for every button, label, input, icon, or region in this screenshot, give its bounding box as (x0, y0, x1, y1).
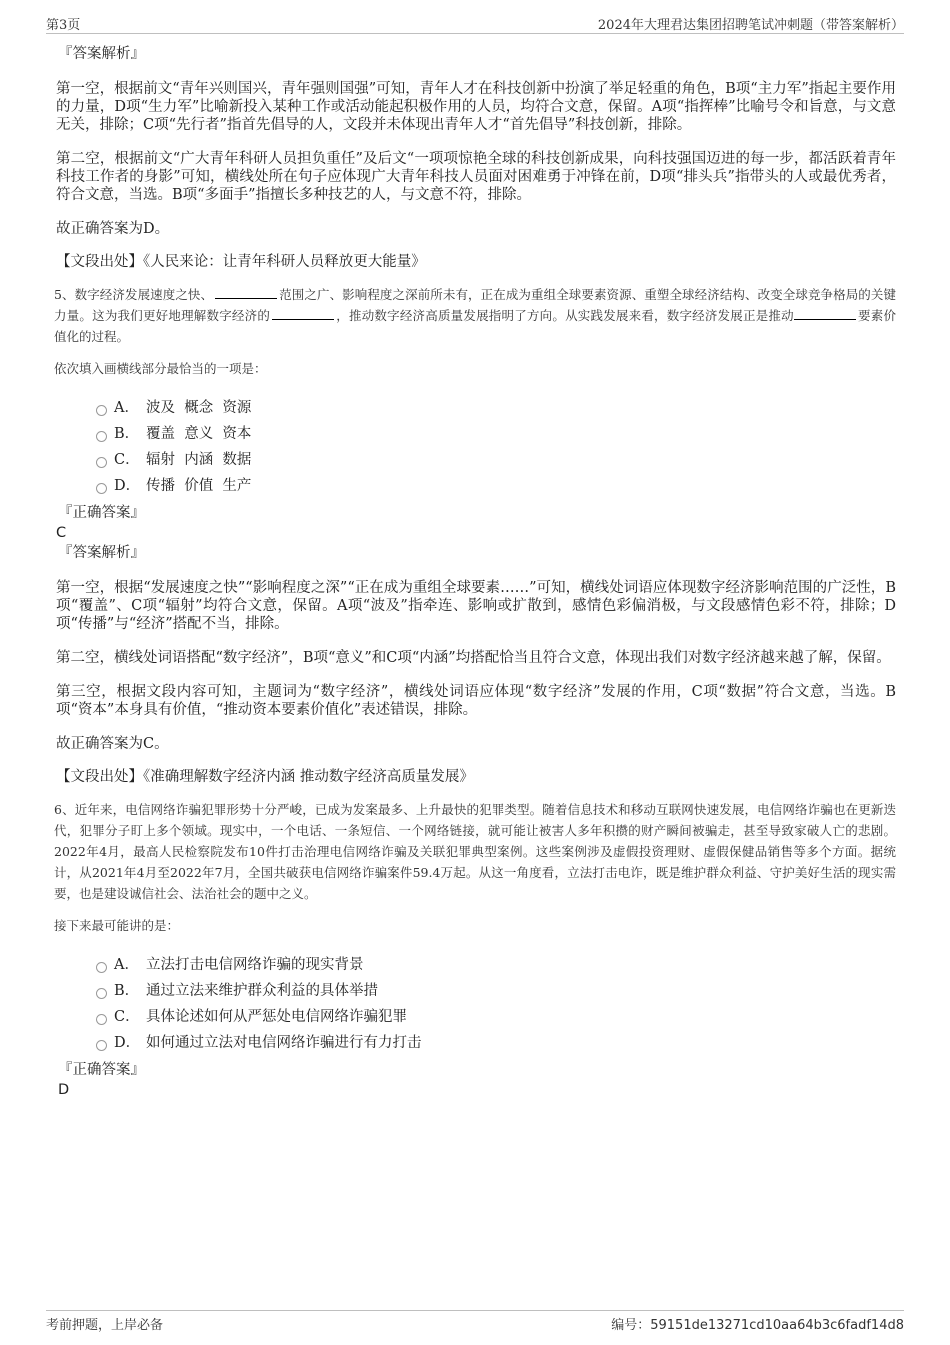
option-letter: B． (114, 426, 140, 442)
footer-slogan: 考前押题，上岸必备 (46, 1318, 164, 1333)
q6-option-c[interactable] (96, 1004, 896, 1030)
radio-button-icon[interactable] (96, 988, 107, 999)
q5-stem-part1: 5、数字经济发展速度之快、 (54, 287, 214, 302)
q5-answer-label: 『正确答案』 (58, 505, 145, 521)
q5-prompt: 依次填入画横线部分最恰当的一项是： (54, 361, 267, 376)
option-letter: C． (114, 1009, 140, 1025)
document-body (56, 44, 896, 1100)
option-text: 辐射 内涵 数据 (146, 452, 252, 468)
radio-button-icon[interactable] (96, 1040, 107, 1051)
option-text: 波及 概念 资源 (146, 400, 252, 416)
document-title: 2024年大理君达集团招聘笔试冲刺题（带答案解析） (597, 18, 904, 33)
document-code (611, 1314, 904, 1333)
q5-conclusion: 故正确答案为C。 (56, 736, 169, 752)
q5-option-d[interactable] (96, 473, 896, 499)
q5-stem-part4: 要素价值化的过程。 (54, 308, 896, 344)
radio-button-icon[interactable] (96, 431, 107, 442)
q6-options (96, 952, 896, 1056)
radio-button-icon[interactable] (96, 483, 107, 494)
option-text: 通过立法来维护群众利益的具体举措 (146, 983, 378, 999)
radio-button-icon[interactable] (96, 457, 107, 468)
q5-source: 【文段出处】《准确理解数字经济内涵 推动数字经济高质量发展》 (56, 769, 474, 785)
q6-answer-label: 『正确答案』 (58, 1062, 145, 1078)
q6-option-d[interactable] (96, 1030, 896, 1056)
option-text: 如何通过立法对电信网络诈骗进行有力打击 (146, 1035, 422, 1051)
q5-blank-2 (272, 308, 334, 320)
q5-analysis-label: 『答案解析』 (58, 545, 145, 561)
option-letter: A． (114, 400, 139, 416)
page-header (46, 12, 904, 34)
q6-option-b[interactable] (96, 978, 896, 1004)
code-label: 编号： (611, 1318, 651, 1333)
q5-stem-part3: ，推动数字经济高质量发展指明了方向。从实践发展来看，数字经济发展正是推动 (336, 308, 794, 323)
q5-option-a[interactable] (96, 395, 896, 421)
q5-analysis-para3: 第三空，根据文段内容可知，主题词为“数字经济”，横线处词语应体现“数字经济”发展的作用，C项“数据”符合文意，当选。B项“资本”本身具有价值，“推动资本要素价值化”表述错误，排除。 (56, 684, 896, 718)
q4-conclusion: 故正确答案为D。 (56, 221, 170, 237)
option-letter: D． (114, 1035, 141, 1051)
option-letter: B． (114, 983, 140, 999)
q5-option-c[interactable] (96, 447, 896, 473)
q4-analysis-label: 『答案解析』 (58, 46, 145, 62)
code-value: 59151de13271cd10aa64b3c6fadf14d8 (650, 1318, 904, 1333)
q5-blank-1 (215, 287, 277, 299)
q5-options (96, 395, 896, 499)
q4-source: 【文段出处】《人民来论：让青年科研人员释放更大能量》 (56, 254, 426, 270)
option-text: 立法打击电信网络诈骗的现实背景 (146, 957, 364, 973)
option-letter: C． (114, 452, 140, 468)
q5-analysis-para1: 第一空，根据“发展速度之快”“影响程度之深”“正在成为重组全球要素……”可知，横线处词语应体现数字经济影响范围的广泛性，B项“覆盖”、C项“辐射”均符合文意，保留。A项“波及”指牵连、影响或扩散到，感情色彩偏消极，与文段感情色彩不符，排除；D项“传播”与“经济”搭配不当，排除。 (56, 580, 896, 632)
q4-analysis-para1: 第一空，根据前文“青年兴则国兴，青年强则国强”可知，青年人才在科技创新中扮演了举足轻重的角色，B项“主力军”指起主要作用的力量，D项“生力军”比喻新投入某种工作或活动能起积极作用的人员，均符合文意，保留。A项“指挥棒”比喻号令和旨意，与文意无关，排除；C项“先行者”指首先倡导的人，文段并未体现出青年人才“首先倡导”科技创新，排除。 (56, 81, 896, 133)
q5-stem-part2: 范围之广、影响程度之深前所未有，正在成为重组全球要素资源、重塑全球经济结构、改变全球竞争格局的关键力量。这为我们更好地理解数字经济的 (54, 287, 896, 323)
option-text: 具体论述如何从严惩处电信网络诈骗犯罪 (146, 1009, 407, 1025)
option-text: 覆盖 意义 资本 (146, 426, 252, 442)
q5-stem (54, 284, 896, 347)
q5-analysis-para2: 第二空，横线处词语搭配“数字经济”，B项“意义”和C项“内涵”均搭配恰当且符合文意，体现出我们对数字经济越来越了解，保留。 (56, 650, 891, 666)
q4-analysis-para2: 第二空，根据前文“广大青年科研人员担负重任”及后文“一项项惊艳全球的科技创新成果，向科技强国迈进的每一步，都活跃着青年科技工作者的身影”可知，横线处所在句子应体现广大青年科技人员面对困难勇于冲锋在前，D项“排头兵”指带头的人或最优秀者，符合文意，当选。B项“多面手”指擅长多种技艺的人，与文意不符，排除。 (56, 151, 896, 203)
option-text: 传播 价值 生产 (146, 478, 252, 494)
page-number: 第3页 (46, 18, 81, 33)
page-footer (46, 1310, 904, 1334)
q6-stem: 6、近年来，电信网络诈骗犯罪形势十分严峻，已成为发案最多、上升最快的犯罪类型。随着信息技术和移动互联网快速发展，电信网络诈骗也在更新迭代，犯罪分子盯上多个领域。现实中，一个电话、一条短信、一个网络链接，就可能让被害人多年积攒的财产瞬间被骗走，甚至导致家破人亡的悲剧。2022年4月，最高人民检察院发布10件打击治理电信网络诈骗及关联犯罪典型案例。这些案例涉及虚假投资理财、虚假保健品销售等多个方面。据统计，从2021年4月至2022年7月，全国共破获电信网络诈骗案件59.4万起。从这一角度看，立法打击电诈，既是维护群众利益、守护美好生活的现实需要，也是建设诚信社会、法治社会的题中之义。 (54, 802, 896, 901)
q6-answer: D (58, 1082, 70, 1098)
radio-button-icon[interactable] (96, 962, 107, 973)
q5-option-b[interactable] (96, 421, 896, 447)
q6-option-a[interactable] (96, 952, 896, 978)
option-letter: A． (114, 957, 139, 973)
radio-button-icon[interactable] (96, 405, 107, 416)
q6-prompt: 接下来最可能讲的是： (54, 918, 180, 933)
q5-blank-3 (794, 308, 856, 320)
radio-button-icon[interactable] (96, 1014, 107, 1025)
option-letter: D． (114, 478, 141, 494)
q5-answer: C (56, 525, 67, 541)
